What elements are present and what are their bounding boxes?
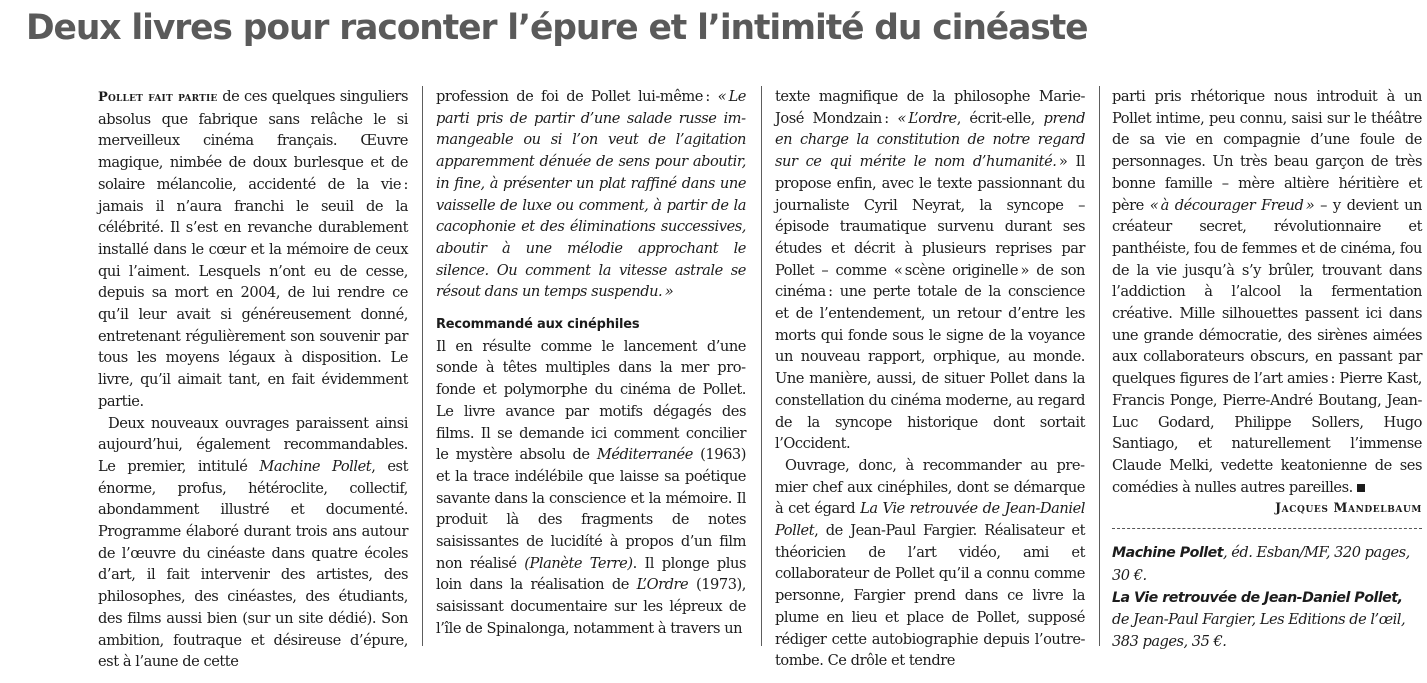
film-title: (Planète Terre) [524, 554, 633, 572]
paragraph-text: Il en résulte comme le lancement d’une sonde à têtes multiples dans la mer profonde et polymorphe du cinéma de Pollet. Le livre avance par motifs dégagés des films. Il se demande ici comment concilier le mystère absolu de [436, 337, 746, 464]
paragraph-text: (1973), saisissant documentaire sur les lépreux de l’île de Spinalonga, notamment à travers un [436, 576, 746, 637]
paragraph [436, 86, 746, 303]
paragraph [98, 86, 408, 413]
reference-details: , éd. Esban/MF, 320 pages, 30 €. [1112, 544, 1410, 584]
quotation: « à décourager Freud » [1149, 196, 1315, 214]
article-column-3 [775, 86, 1085, 672]
paragraph-text: . Il plonge plus loin dans la réalisation de [436, 554, 746, 594]
paragraph [775, 86, 1085, 455]
paragraph-text: , de Jean-Paul Fargier. Réalisateur et théoricien de l’art vidéo, ami et collaborateur de Pollet qu’il a connu comme personne, Fargier prend dans ce livre la plume en lieu et place de Pollet, supposé rédiger cette autobiographie depuis l’outre-tombe. Ce drôle et tendre [775, 522, 1085, 670]
paragraph [98, 413, 408, 673]
paragraph-text: (1963) et la trace indélébile que laisse sa poétique savante dans la conscience et la mémoire. Il produit là des fragments de notes saisissantes de lucidíté à propos d’un film non réalisé [436, 446, 746, 572]
reference-title: La Vie retrouvée de Jean-Daniel Pollet, [1112, 589, 1403, 606]
book-title: Machine Pollet [259, 457, 372, 475]
column-rule [761, 86, 762, 646]
film-title: L’Ordre [636, 576, 689, 594]
book-title: La Vie retrouvée de Jean-Daniel Pollet [775, 500, 1085, 540]
paragraph-text: parti pris rhétorique nous introduit à un Pollet intime, peu connu, saisi sur le théâtre de sa vie en compagnie d’une foule de personnages. Un très beau garçon de très bonne famille – mère altière héritière et père [1112, 88, 1422, 214]
article-headline: Deux livres pour raconter l’épure et l’intimité du cinéaste [26, 8, 1088, 48]
article-column-1 [98, 86, 408, 673]
paragraph [436, 336, 746, 640]
reference-title: Machine Pollet [1112, 545, 1224, 562]
paragraph [775, 455, 1085, 672]
paragraph-text: Ouvrage, donc, à recommander au premier chef aux cinéphiles, dont se démarque à cet égard [775, 456, 1085, 518]
paragraph-text: texte magnifique de la philosophe Marie-José Mondzain : [775, 88, 1085, 127]
book-references [1112, 542, 1422, 652]
end-mark-icon [1357, 484, 1365, 492]
paragraph-text: – y devient un créateur secret, révolutionnaire et panthéiste, fou de femmes et de cinéma, fou de la vie jusqu’à s’y brûler, trouvant dans l’addiction à l’alcool la fermentation créative. Mille silhouettes passent ici dans une grande démocratie, des sirènes aimées aux collaborateurs obscurs, en passant par quelques figures de l’art amies : Pierre Kast, Francis Ponge, Pierre-André Boutang, Jean-Luc Godard, Philippe Sollers, Hugo Santiago, et naturellement l’immense Claude Melki, vedette keatonienne de ses comédies à nulles autres pareilles. [1112, 196, 1423, 496]
author-byline: Jacques Mandelbaum [1275, 500, 1422, 516]
article-column-4 [1112, 86, 1422, 652]
section-subhead: Recommandé aux cinéphiles [436, 317, 640, 333]
paragraph-text: » Il propose enfin, avec le texte passionnant du journaliste Cyril Neyrat, la syncope – épisode traumatique survenu durant ses études et décrit à plusieurs reprises par Pollet – comme « scène originelle » de son cinéma : une perte totale de la conscience et de l’entendement, un retour d’entre les morts qui fonde sous le signe de la voyance un nouveau rapport, orphique, au monde. Une manière, aussi, de situer Pollet dans la constellation du cinéma moderne, au regard de la syncope historique dont sortait l’Occident. [775, 153, 1085, 453]
quotation: prend en charge la constitution de notre regard sur ce qui mérite le nom d’humanité. [775, 109, 1085, 171]
paragraph-text: , écrit-elle, [956, 109, 1044, 127]
book-reference [1112, 542, 1422, 586]
column-rule [1099, 86, 1100, 646]
article-column-2 [436, 86, 746, 640]
column-rule [422, 86, 423, 646]
paragraph-text: profession de foi de Pollet lui-même : [436, 88, 718, 105]
reference-details: de Jean-Paul Fargier, Les Editions de l’œil, 383 pages, 35 €. [1112, 611, 1406, 650]
quotation: « L’ordre [897, 109, 957, 127]
paragraph-text: de ces quelques singuliers absolus que fabrique sans relâche le si merveilleux cinéma français. Œuvre magique, nimbée de doux burlesque et de solaire mélancolie, accidenté de la vie : jamais il n’aura franchi le seuil de la célébrité. Il s’est en revanche durablement installé dans le cœur et la mémoire de ceux qui l’aiment. Lesquels n’ont eu de cesse, depuis sa mort en 2004, de lui rendre ce qu’il leur avait si généreusement donné, entretenant régulièrement son souvenir par tous les moyens légaux à disposition. Le livre, qu’il aimait tant, en fait évidemment partie. [98, 88, 408, 410]
lead-in: Pollet fait partie [98, 90, 218, 105]
paragraph-text: , est énorme, profus, hétéroclite, collectif, abondamment illustré et documenté. Programme élaboré durant trois ans autour de l’œuvre du cinéaste dans quatre écoles d’art, il fait intervenir des artistes, des philosophes, des cinéastes, des étudiants, des films aussi bien (sur un site dédié). Son ambition, foutraque et désireuse d’épure, est à l’aune de cette [98, 457, 408, 671]
paragraph [1112, 86, 1422, 498]
film-title: Méditerranée [596, 446, 693, 464]
book-reference [1112, 587, 1422, 653]
paragraph-text: Deux nouveaux ouvrages paraissent ainsi aujourd’hui, également recommandables. Le premier, intitulé [98, 414, 408, 475]
dashed-divider [1112, 528, 1422, 529]
quotation: « Le parti pris de partir d’une salade russe immangeable ou si l’on veut de l’agitation apparemment dénuée de sens pour aboutir, in fine, à présenter un plat raffiné dans une vaisselle de luxe ou comment, à partir de la cacophonie et des éliminations successives, aboutir à une mélodie approchant le silence. Ou comment la vitesse astrale se résout dans un temps suspendu. » [436, 88, 746, 301]
